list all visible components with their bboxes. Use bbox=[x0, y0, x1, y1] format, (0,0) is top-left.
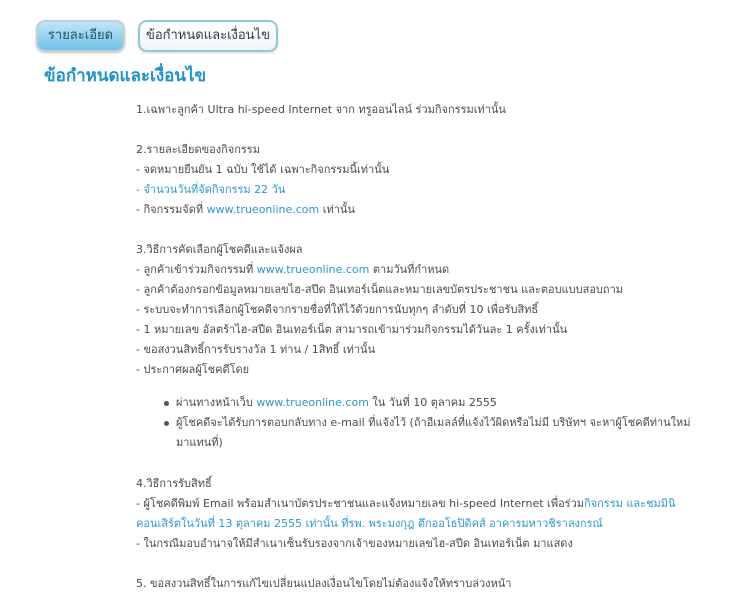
terms-content bbox=[136, 100, 696, 594]
section-1: 1.เฉพาะลูกค้า Ultra hi-speed Internet จาก ทรูออนไลน์ ร่วมกิจกรรมเท่านั้น bbox=[136, 103, 506, 116]
section-2-heading: 2.รายละเอียดของกิจกรรม bbox=[136, 143, 260, 156]
trueonline-link[interactable]: www.trueonline.com bbox=[256, 263, 370, 276]
trueonline-link[interactable]: www.trueonline.com bbox=[206, 203, 320, 216]
section-3-line-4: - 1 หมายเลข อัลตร้าไฮ-สปีด อินเทอร์เน็ต สามารถเข้ามาร่วมกิจกรรมได้วันละ 1 ครั้งเท่านั้น bbox=[136, 323, 568, 336]
section-5: 5. ขอสงวนสิทธิ์ในการแก้ไขเปลี่ยนแปลงเงื่อนไขโดยไม่ต้องแจ้งให้ทราบล่วงหน้า bbox=[136, 577, 512, 590]
section-2-line-1: - จดหมายยืนยัน 1 ฉบับ ใช้ได้ เฉพาะกิจกรรมนี้เท่านั้น bbox=[136, 163, 390, 176]
section-3-line-2: - ลูกค้าต้องกรอกข้อมูลหมายเลขไฮ-สปีด อินเทอร์เน็ตและหมายเลขบัตรประชาชน และตอบแบบสอบถาม bbox=[136, 283, 624, 296]
page-title: ข้อกำหนดและเงื่อนไข bbox=[44, 66, 207, 86]
list-item: ผู้โชคดีจะได้รับการตอบกลับทาง e-mail ที่แจ้งไว้ (ถ้าอีเมลล์ที่แจ้งไว้ผิดหรือไม่มี บริษัทฯ จะหาผู้โชคดีท่านใหม่มาแทนที่) bbox=[136, 413, 696, 453]
section-3-line-6: - ประกาศผลผู้โชคดีโดย bbox=[136, 363, 250, 376]
announcement-list bbox=[136, 393, 696, 453]
trueonline-link[interactable]: www.trueonline.com bbox=[256, 396, 369, 409]
tab-details[interactable]: รายละเอียด bbox=[36, 20, 125, 52]
list-item: ผ่านทางหน้าเว็บ www.trueonline.com ใน วันที่ 10 ตุลาคม 2555 bbox=[136, 393, 696, 413]
section-4-heading: 4.วิธีการรับสิทธิ์ bbox=[136, 477, 212, 490]
tab-terms[interactable]: ข้อกำหนดและเงื่อนไข bbox=[138, 20, 278, 52]
section-3-line-3: - ระบบจะทำการเลือกผู้โชคดีจากรายชื่อที่ให้ไว้ด้วยการนับทุกๆ ลำดับที่ 10 เพื่อรับสิทธิ์ bbox=[136, 303, 539, 316]
section-2-line-3: - กิจกรรมจัดที่ www.trueonline.com เท่านั้น bbox=[136, 203, 355, 216]
section-4-line-1: - ผู้โชคดีพิมพ์ Email พร้อมสำเนาบัตรประชาชนและแจ้งหมายเลข hi-speed Internet เพื่อร่วมกิจกรรม และชมมินิคอนเสิร์ตในวันที่ 13 ตุลาคม 2555 เท่านั้น ที่รพ. พระมงกุฎ ตึกออโธปิดิคส์ อาคารมหาวชิราลงกรณ์ bbox=[136, 497, 676, 530]
section-4-line-2: - ในกรณีมอบอำนาจให้มีสำเนาเซ็นรับรองจากเจ้าของหมายเลขไฮ-สปีด อินเทอร์เน็ต มาแสดง bbox=[136, 537, 573, 550]
section-3-heading: 3.วิธีการคัดเลือกผู้โชคดีและแจ้งผล bbox=[136, 243, 303, 256]
section-2-line-2: - จำนวนวันที่จัดกิจกรรม 22 วัน bbox=[136, 183, 286, 196]
section-3-line-1: - ลูกค้าเข้าร่วมกิจกรรมที่ www.trueonline.com ตามวันที่กำหนด bbox=[136, 263, 450, 276]
section-3-line-5: - ขอสงวนสิทธิ์การรับรางวัล 1 ท่าน / 1สิทธิ์ เท่านั้น bbox=[136, 343, 376, 356]
